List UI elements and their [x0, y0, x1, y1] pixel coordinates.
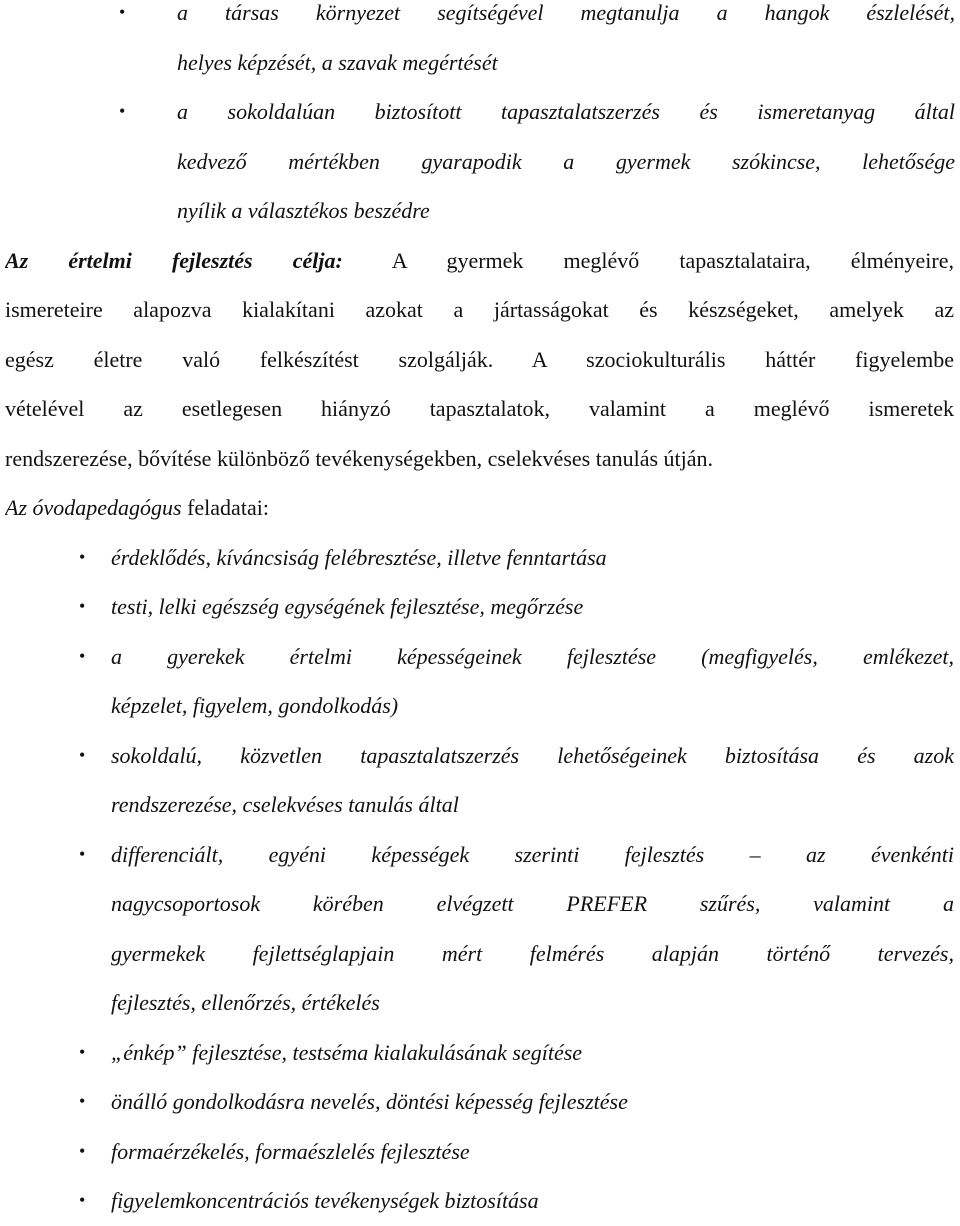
- tasks-label: [5, 483, 954, 533]
- list-item: [79, 1176, 954, 1226]
- bullet-icon: •: [79, 1091, 86, 1111]
- list-item-line: nyílik a választékos beszédre: [177, 198, 430, 223]
- list-item-line: nagycsoportosok körében elvégzett PREFER szűrés, valamint a: [111, 891, 954, 916]
- list-item-line: érdeklődés, kíváncsiság felébresztése, illetve fenntartása: [111, 544, 607, 570]
- list-item: [119, 87, 955, 236]
- list-item-line: figyelemkoncentrációs tevékenységek biztosítása: [111, 1188, 539, 1213]
- bullet-icon: •: [79, 1140, 86, 1161]
- tasks-bullet-list: [79, 533, 954, 1226]
- paragraph-first-line: [5, 236, 954, 286]
- bullet-icon: •: [79, 596, 86, 616]
- list-item-line: a gyerekek értelmi képességeinek fejlesztése (megfigyelés, emlékezet,: [111, 643, 954, 669]
- section-heading: Az értelmi fejlesztés célja:: [5, 247, 343, 273]
- list-item: [79, 1127, 954, 1177]
- list-item-line: testi, lelki egészség egységének fejlesztése, megőrzése: [111, 594, 584, 619]
- tasks-label-italic: Az óvodapedagógus: [5, 495, 182, 520]
- tasks-label-rest: feladatai:: [187, 495, 269, 520]
- bullet-icon: •: [79, 1041, 86, 1062]
- list-item: [79, 731, 954, 830]
- list-item-line: képzelet, figyelem, gondolkodás): [111, 693, 399, 718]
- list-item-line: formaérzékelés, formaészlelés fejlesztése: [111, 1138, 470, 1164]
- list-item-line: rendszerezése, cselekvéses tanulás által: [111, 792, 459, 817]
- top-bullet-list: [119, 0, 955, 236]
- list-item: [79, 1028, 954, 1078]
- paragraph-line: vételével az esetlegesen hiányzó tapasztalatok, valamint a meglévő ismeretek: [5, 396, 954, 421]
- list-item: [79, 632, 954, 731]
- goal-paragraph: [5, 236, 954, 533]
- paragraph-line: ismereteire alapozva kialakítani azokat a jártasságokat és készségeket, amelyek az: [5, 297, 954, 322]
- bullet-icon: •: [79, 1190, 86, 1210]
- list-item: [79, 830, 954, 1028]
- list-item-line: önálló gondolkodásra nevelés, döntési képesség fejlesztése: [111, 1089, 628, 1114]
- list-item-line: differenciált, egyéni képességek szerinti fejlesztés – az évenkénti: [111, 841, 954, 867]
- list-item-line: a sokoldalúan biztosított tapasztalatszerzés és ismeretanyag által: [177, 99, 955, 124]
- bullet-icon: •: [79, 843, 86, 864]
- list-item: [119, 0, 955, 87]
- paragraph-text: A gyermek meglévő tapasztalataira, élményeire,: [391, 247, 954, 273]
- bullet-icon: •: [119, 101, 126, 121]
- paragraph-line: egész életre való felkészítést szolgálják. A szociokulturális háttér figyelembe: [5, 346, 954, 372]
- list-item: [79, 533, 954, 583]
- list-item: [79, 1077, 954, 1127]
- list-item-line: „énkép” fejlesztése, testséma kialakulásának segítése: [111, 1039, 583, 1065]
- list-item-line: fejlesztés, ellenőrzés, értékelés: [111, 990, 380, 1015]
- bullet-icon: •: [79, 744, 86, 765]
- paragraph-line: rendszerezése, bővítése különböző tevékenységekben, cselekvéses tanulás útján.: [5, 445, 714, 471]
- list-item-line: kedvező mértékben gyarapodik a gyermek szókincse, lehetősége: [177, 148, 955, 174]
- list-item: [79, 582, 954, 632]
- list-item-line: helyes képzését, a szavak megértését: [177, 49, 498, 75]
- bullet-icon: •: [79, 546, 86, 567]
- bullet-icon: •: [79, 645, 86, 666]
- list-item-line: a társas környezet segítségével megtanulja a hangok észlelését,: [177, 0, 955, 25]
- bullet-icon: •: [119, 2, 126, 22]
- list-item-line: gyermekek fejlettséglapjain mért felmérés alapján történő tervezés,: [111, 940, 954, 966]
- list-item-line: sokoldalú, közvetlen tapasztalatszerzés lehetőségeinek biztosítása és azok: [111, 742, 954, 768]
